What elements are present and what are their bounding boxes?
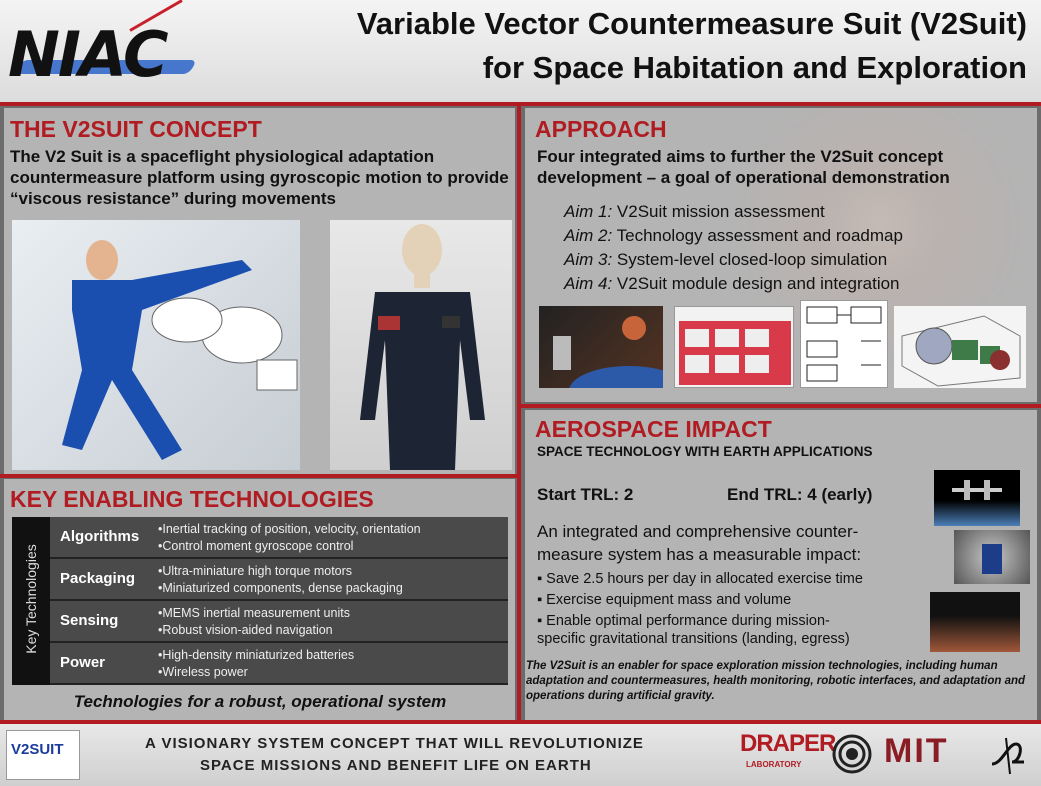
centrifuge-photo (954, 530, 1030, 584)
suit-illustration (12, 220, 300, 470)
key-tech-caption: Technologies for a robust, operational system (73, 692, 447, 711)
footer-tagline-line2: SPACE MISSIONS AND BENEFIT LIFE ON EARTH (200, 757, 592, 774)
aim-label: Aim 1: (564, 202, 613, 221)
suit-mannequin-photo (330, 220, 512, 470)
niac-logo-text: NIAC (8, 18, 167, 91)
key-tech-vertical-text: Key Technologies (23, 544, 39, 654)
poster-title-line1: Variable Vector Countermeasure Suit (V2Suit) (356, 6, 1027, 41)
impact-title: AEROSPACE IMPACT (535, 416, 772, 442)
aim-label: Aim 3: (564, 250, 613, 269)
simulation-diagram-thumbnail (800, 300, 888, 388)
approach-divider (521, 404, 1041, 408)
approach-aim-3 (564, 250, 887, 270)
roadmap-thumbnail (674, 306, 794, 388)
landing-photo (930, 592, 1020, 652)
impact-bullet: ▪ Enable optimal performance during mission- (537, 613, 830, 629)
concept-divider (0, 474, 519, 478)
impact-bullet: ▪ Save 2.5 hours per day in allocated exercise time (537, 571, 863, 587)
aim-text: V2Suit mission assessment (616, 202, 825, 221)
key-tech-title: KEY ENABLING TECHNOLOGIES (10, 486, 374, 512)
draper-logo-text: DRAPER (740, 730, 836, 757)
impact-lead-line1: An integrated and comprehensive counter- (537, 522, 859, 541)
key-tech-item: •High-density miniaturized batteries (158, 648, 355, 662)
approach-title: APPROACH (535, 116, 667, 142)
key-tech-item: •Control moment gyroscope control (158, 539, 354, 553)
draper-logo-subtext: LABORATORY (746, 760, 802, 769)
key-tech-item: •Miniaturized components, dense packaging (158, 581, 403, 595)
poster-footer (0, 724, 1041, 786)
column-divider (517, 104, 521, 724)
space-station-photo (934, 470, 1020, 526)
key-tech-row-sensing (50, 601, 508, 643)
key-tech-item: •Wireless power (158, 665, 248, 679)
approach-aim-1 (564, 202, 825, 222)
module-design-thumbnail (894, 306, 1026, 388)
v2suit-logo-text: V2SUIT (11, 741, 64, 758)
key-tech-item: •Inertial tracking of position, velocity, orientation (158, 522, 421, 536)
poster-title-line2: for Space Habitation and Exploration (482, 50, 1027, 85)
key-tech-row-name: Sensing (60, 612, 119, 629)
mission-thumbnail (539, 306, 663, 388)
concept-title: THE V2SUIT CONCEPT (10, 116, 262, 142)
key-tech-row-packaging (50, 559, 508, 601)
key-tech-row-name: Algorithms (60, 528, 140, 545)
key-tech-item: •Robust vision-aided navigation (158, 623, 333, 637)
approach-aim-2 (564, 226, 903, 246)
end-trl: End TRL: 4 (early) (727, 485, 873, 504)
approach-text: Four integrated aims to further the V2Suit concept development – a goal of operational demonstration (537, 147, 950, 187)
impact-bullet: ▪ Exercise equipment mass and volume (537, 592, 792, 608)
niac-logo (8, 14, 198, 94)
v2suit-logo (6, 730, 80, 780)
approach-aim-4 (564, 274, 900, 294)
key-tech-vertical-label (12, 517, 50, 685)
footer-tagline-line1: A VISIONARY SYSTEM CONCEPT THAT WILL REVOLUTIONIZE (145, 735, 644, 752)
start-trl: Start TRL: 2 (537, 485, 634, 504)
draper-logo (740, 730, 880, 780)
impact-lead-line2: measure system has a measurable impact: (537, 545, 862, 564)
aeroastro-logo-icon (986, 734, 1030, 776)
key-tech-row-name: Power (60, 654, 106, 671)
impact-subtitle: SPACE TECHNOLOGY WITH EARTH APPLICATIONS (537, 444, 873, 459)
aim-label: Aim 4: (564, 274, 613, 293)
aim-text: V2Suit module design and integration (616, 274, 900, 293)
key-tech-row-name: Packaging (60, 570, 136, 587)
impact-bullet: specific gravitational transitions (landing, egress) (537, 631, 850, 647)
aim-text: Technology assessment and roadmap (616, 226, 903, 245)
impact-note: The V2Suit is an enabler for space exploration mission technologies, including human adaptation and countermeasures, health monitoring, robotic interfaces, and adaptation and operations during artificial gravity. (526, 660, 1026, 702)
key-tech-item: •MEMS inertial measurement units (158, 606, 350, 620)
key-tech-row-power (50, 643, 508, 685)
aim-label: Aim 2: (564, 226, 613, 245)
key-tech-row-algorithms (50, 517, 508, 559)
concept-text: The V2 Suit is a spaceflight physiological adaptation countermeasure platform using gyroscopic motion to provide “viscous resistance” during movements (10, 147, 509, 208)
aim-text: System-level closed-loop simulation (616, 250, 888, 269)
key-tech-item: •Ultra-miniature high torque motors (158, 564, 353, 578)
poster-header (0, 0, 1041, 104)
mit-logo: MIT (884, 732, 949, 770)
